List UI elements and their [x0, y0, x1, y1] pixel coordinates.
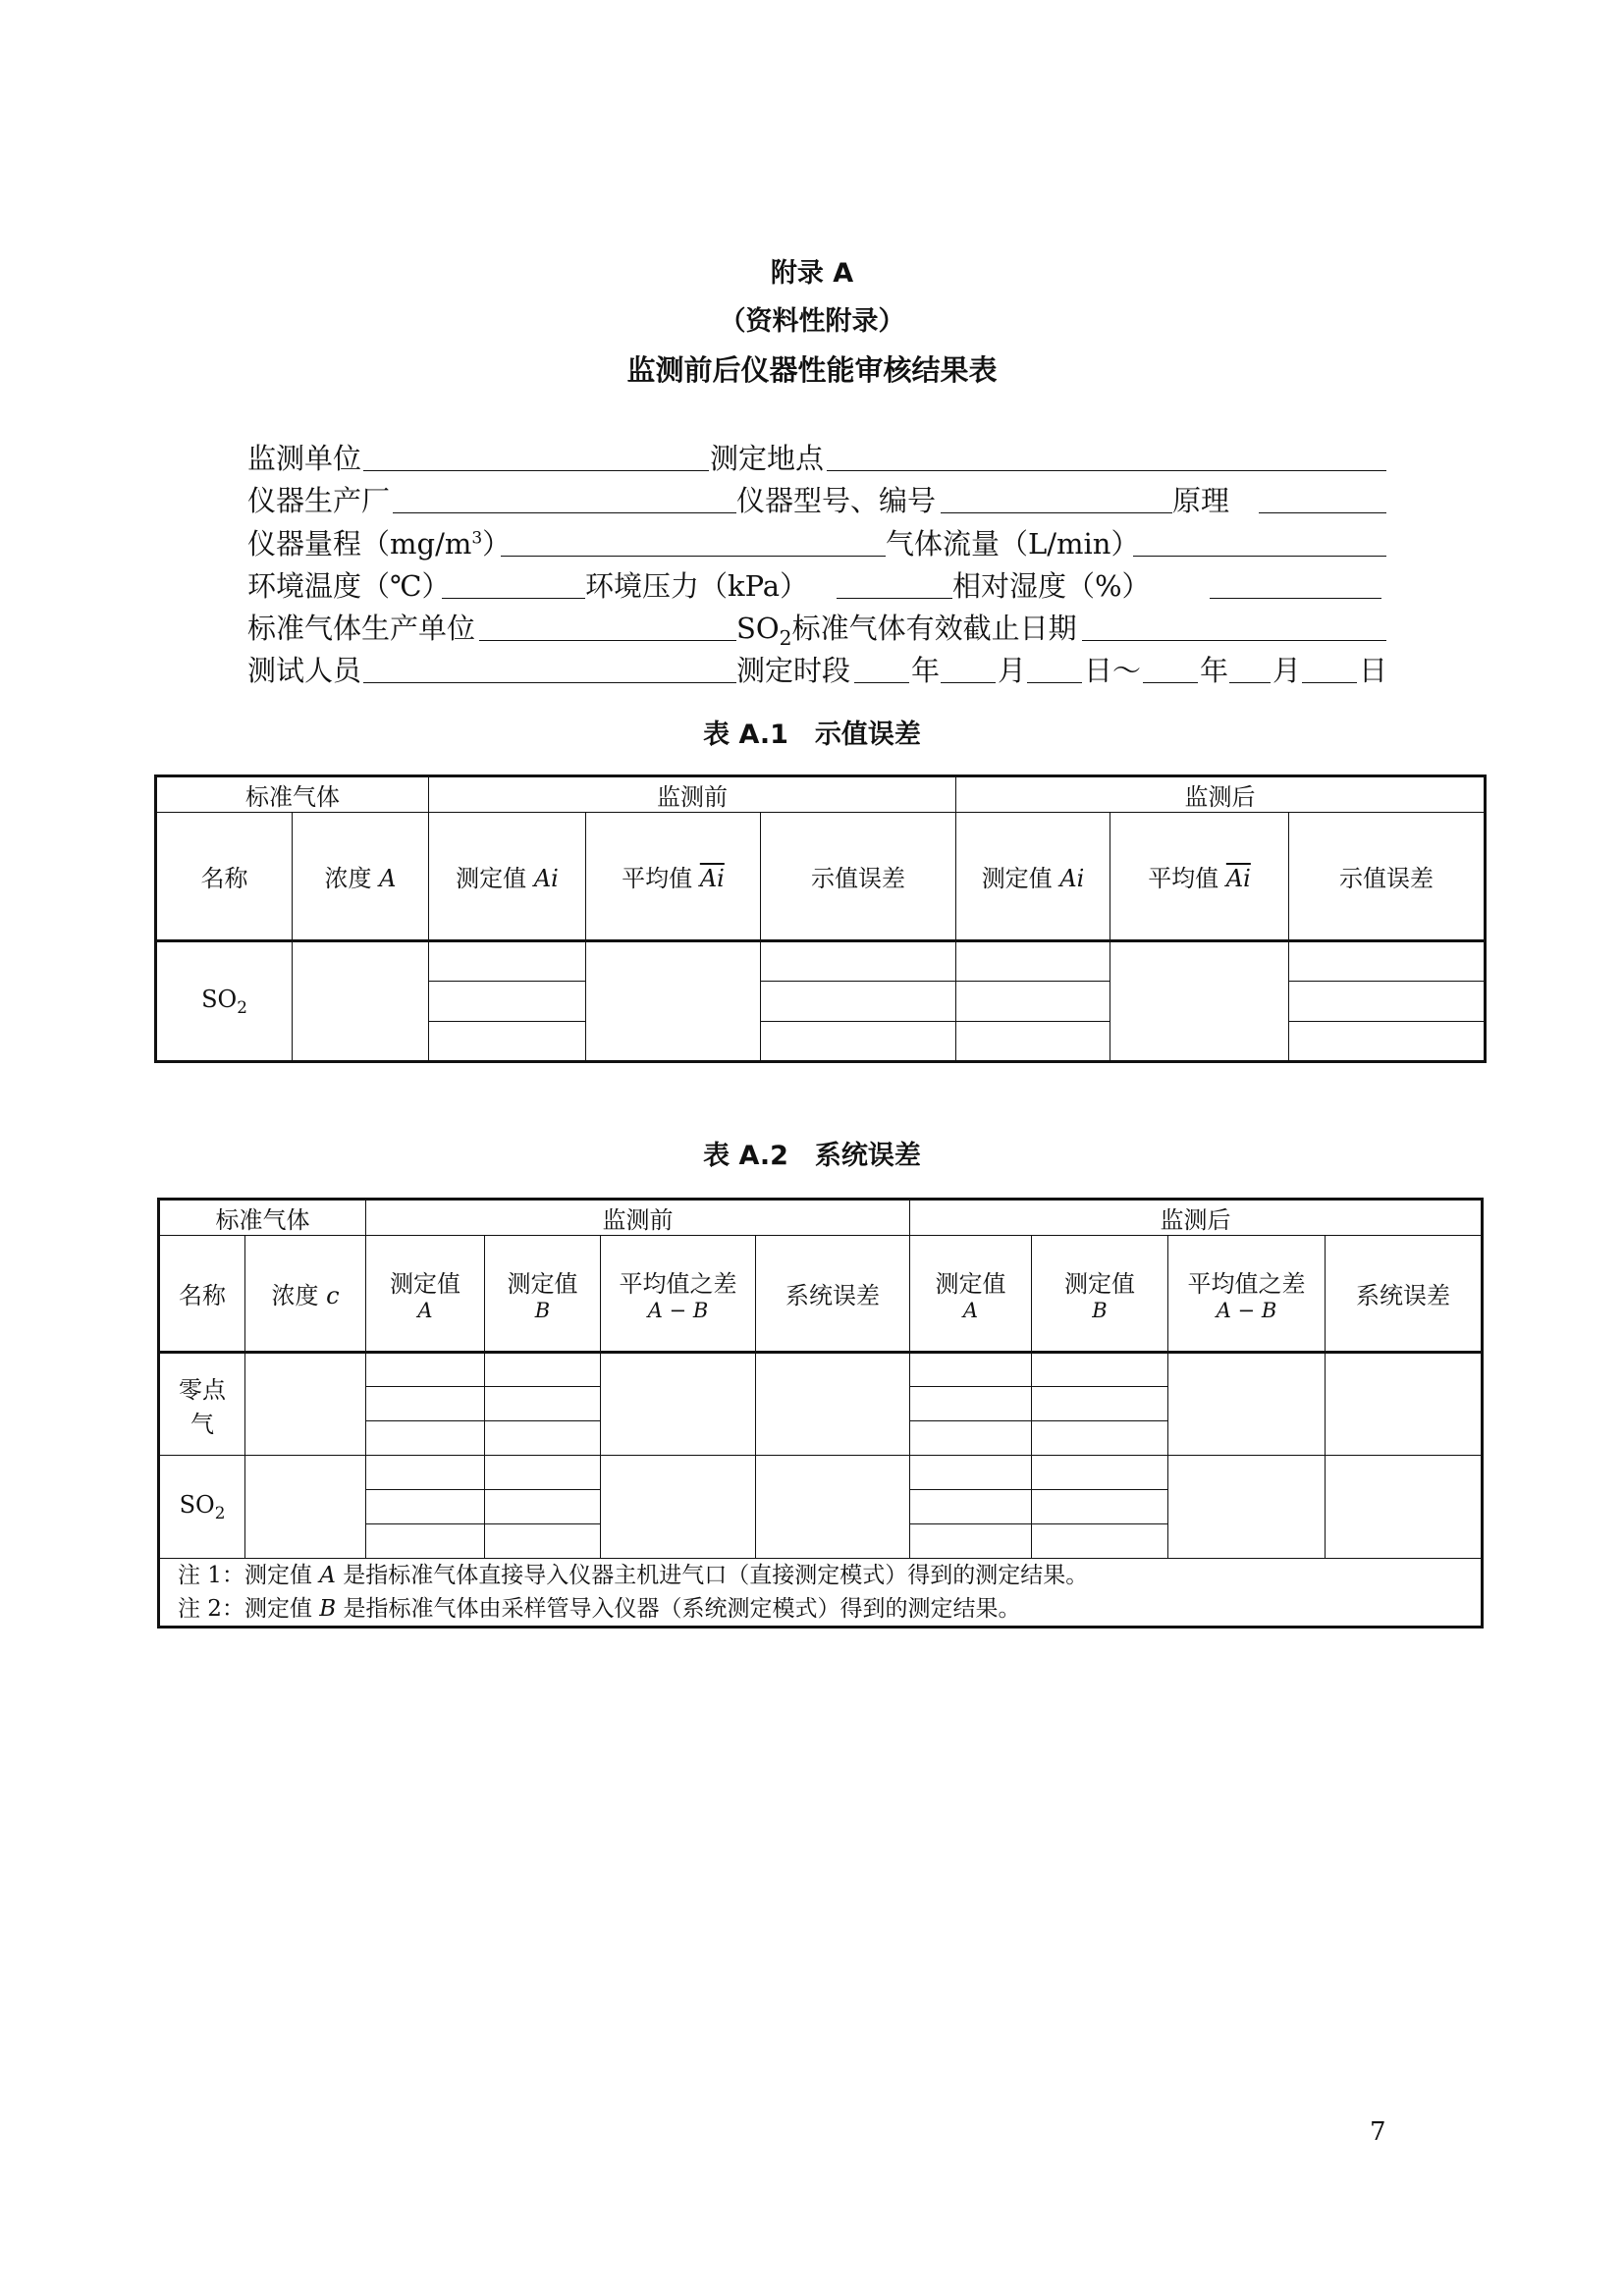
field-ambient-temp[interactable]	[442, 598, 585, 599]
cell-measured-before-1[interactable]	[429, 941, 586, 982]
note-2: 注 2：测定值 B 是指标准气体由采样管导入仪器（系统测定模式）得到的测定结果。	[178, 1596, 1021, 1622]
cell-zero-a-after-3[interactable]	[910, 1421, 1032, 1456]
cell-error-after-1[interactable]	[1289, 941, 1486, 982]
form-line-unit	[247, 437, 1386, 476]
label-so2-expiry: $SO_2$标准气体有效截止日期	[736, 612, 1077, 650]
col-error-after: 示值误差	[1289, 813, 1486, 941]
label-gas-flow: 气体流量（L/min）	[886, 527, 1140, 561]
cell-so2-a-after-2[interactable]	[910, 1490, 1032, 1524]
cell-zero-error-after[interactable]	[1326, 1353, 1483, 1456]
col-name: 名称	[156, 813, 293, 941]
label-year: 年	[911, 654, 941, 687]
cell-zero-diff-after[interactable]	[1168, 1353, 1326, 1456]
table-notes	[159, 1559, 1483, 1628]
cell-zero-b-before-2[interactable]	[485, 1387, 601, 1421]
col-error-before: 示值误差	[761, 813, 956, 941]
header-before: 监测前	[429, 776, 956, 813]
label-ambient-pressure: 环境压力（kPa）	[585, 569, 809, 603]
cell-so2-error-after[interactable]	[1326, 1456, 1483, 1559]
cell-so2-a-after-3[interactable]	[910, 1524, 1032, 1559]
cell-zero-b-before-1[interactable]	[485, 1353, 601, 1387]
page-number: 7	[1370, 2117, 1386, 2147]
form-line-manufacturer	[247, 479, 1386, 518]
field-ambient-pressure[interactable]	[837, 598, 952, 599]
cell-zero-a-before-2[interactable]	[366, 1387, 485, 1421]
col-concentration: 浓度 c	[245, 1236, 366, 1353]
label-period: 测定时段	[736, 654, 851, 687]
cell-so2-b-before-1[interactable]	[485, 1456, 601, 1490]
cell-error-before-2[interactable]	[761, 982, 956, 1022]
label-month: 月	[998, 654, 1027, 687]
table-a1	[154, 774, 1487, 1063]
label-tester: 测试人员	[247, 654, 362, 687]
label-day-end: 日	[1359, 654, 1388, 687]
row-so2-label: $SO_2$	[156, 941, 293, 1062]
cell-zero-a-before-1[interactable]	[366, 1353, 485, 1387]
field-gas-flow[interactable]	[1133, 556, 1386, 557]
cell-so2-b-after-3[interactable]	[1032, 1524, 1168, 1559]
label-day-to: 日～	[1084, 654, 1142, 687]
cell-so2-b-before-3[interactable]	[485, 1524, 601, 1559]
col-avg-diff-before: 平均值之差 A − B	[601, 1236, 756, 1353]
col-avg-diff-after: 平均值之差 A − B	[1168, 1236, 1326, 1353]
header-after: 监测后	[956, 776, 1486, 813]
field-measuring-location[interactable]	[827, 470, 1386, 471]
field-start-month[interactable]	[941, 682, 996, 683]
field-range[interactable]	[501, 556, 886, 557]
cell-so2-a-before-2[interactable]	[366, 1490, 485, 1524]
label-monitoring-unit: 监测单位	[247, 442, 362, 475]
cell-zero-a-before-3[interactable]	[366, 1421, 485, 1456]
header-after: 监测后	[910, 1200, 1483, 1236]
field-std-gas-producer[interactable]	[479, 640, 736, 641]
col-measured-a-before: 测定值 A	[366, 1236, 485, 1353]
field-end-day[interactable]	[1302, 682, 1357, 683]
cell-so2-diff-after[interactable]	[1168, 1456, 1326, 1559]
cell-error-after-2[interactable]	[1289, 982, 1486, 1022]
cell-zero-error-before[interactable]	[756, 1353, 910, 1456]
cell-zero-b-after-2[interactable]	[1032, 1387, 1168, 1421]
label-ambient-temp: 环境温度（℃）	[247, 569, 451, 603]
col-average-before: 平均值 $\overline{Ai}$	[586, 813, 761, 941]
cell-average-after[interactable]	[1110, 941, 1289, 1062]
label-measuring-location: 测定地点	[710, 442, 825, 475]
cell-measured-before-3[interactable]	[429, 1022, 586, 1062]
field-model-number[interactable]	[941, 512, 1172, 513]
cell-error-before-3[interactable]	[761, 1022, 956, 1062]
label-manufacturer: 仪器生产厂	[247, 484, 391, 517]
cell-zero-b-after-3[interactable]	[1032, 1421, 1168, 1456]
label-model-number: 仪器型号、编号	[736, 484, 937, 517]
cell-so2-a-before-1[interactable]	[366, 1456, 485, 1490]
cell-so2-conc[interactable]	[293, 941, 429, 1062]
form-line-std-gas	[247, 607, 1386, 650]
header-before: 监测前	[366, 1200, 910, 1236]
label-range: 仪器量程$(mg/m^3)$	[247, 527, 512, 561]
col-measured-a-after: 测定值 A	[910, 1236, 1032, 1353]
page-title: 监测前后仪器性能审核结果表	[626, 353, 998, 387]
header-std-gas: 标准气体	[156, 776, 429, 813]
cell-so2-a-after-1[interactable]	[910, 1456, 1032, 1490]
field-start-day[interactable]	[1027, 682, 1082, 683]
label-std-gas-producer: 标准气体生产单位	[247, 612, 476, 645]
col-average-after: 平均值 $\overline{Ai}$	[1110, 813, 1289, 941]
note-1: 注 1：测定值 A 是指标准气体直接导入仪器主机进气口（直接测定模式）得到的测定结果。	[178, 1563, 1089, 1588]
table-a2-caption: 表 A.2 系统误差	[703, 1141, 921, 1171]
cell-zero-b-before-3[interactable]	[485, 1421, 601, 1456]
cell-measured-after-1[interactable]	[956, 941, 1110, 982]
cell-error-after-3[interactable]	[1289, 1022, 1486, 1062]
field-principle[interactable]	[1259, 512, 1386, 513]
cell-so2-b-after-2[interactable]	[1032, 1490, 1168, 1524]
col-concentration: 浓度 A	[293, 813, 429, 941]
cell-zero-a-after-1[interactable]	[910, 1353, 1032, 1387]
row-so2-label: $SO_2$	[159, 1456, 245, 1559]
col-name: 名称	[159, 1236, 245, 1353]
form-line-range	[247, 522, 1386, 561]
row-zero-gas-label: 零点 气	[159, 1353, 245, 1456]
cell-so2-conc[interactable]	[245, 1456, 366, 1559]
col-measured-b-after: 测定值 B	[1032, 1236, 1168, 1353]
form-line-ambient	[247, 564, 1386, 604]
label-year-end: 年	[1200, 654, 1229, 687]
table-a2	[157, 1198, 1484, 1629]
cell-error-before-1[interactable]	[761, 941, 956, 982]
label-principle: 原理	[1172, 484, 1230, 517]
label-month-end: 月	[1272, 654, 1302, 687]
cell-so2-b-before-2[interactable]	[485, 1490, 601, 1524]
header-std-gas: 标准气体	[159, 1200, 366, 1236]
col-measured-before: 测定值 Ai	[429, 813, 586, 941]
col-sys-error-before: 系统误差	[756, 1236, 910, 1353]
col-measured-after: 测定值 Ai	[956, 813, 1110, 941]
field-end-month[interactable]	[1229, 682, 1271, 683]
col-measured-b-before: 测定值 B	[485, 1236, 601, 1353]
cell-zero-conc[interactable]	[245, 1353, 366, 1456]
field-tester[interactable]	[363, 682, 736, 683]
cell-so2-error-before[interactable]	[756, 1456, 910, 1559]
cell-so2-diff-before[interactable]	[601, 1456, 756, 1559]
field-so2-expiry[interactable]	[1082, 640, 1386, 641]
appendix-title: 附录 A	[770, 258, 854, 289]
col-sys-error-after: 系统误差	[1326, 1236, 1483, 1353]
cell-measured-after-3[interactable]	[956, 1022, 1110, 1062]
cell-measured-before-2[interactable]	[429, 982, 586, 1022]
label-relative-humidity: 相对湿度（%）	[952, 569, 1151, 603]
cell-zero-diff-before[interactable]	[601, 1353, 756, 1456]
cell-zero-a-after-2[interactable]	[910, 1387, 1032, 1421]
field-monitoring-unit[interactable]	[363, 470, 709, 471]
cell-zero-b-after-1[interactable]	[1032, 1353, 1168, 1387]
field-relative-humidity[interactable]	[1210, 598, 1381, 599]
appendix-subtitle: （资料性附录）	[719, 306, 905, 337]
cell-measured-after-2[interactable]	[956, 982, 1110, 1022]
table-a1-caption: 表 A.1 示值误差	[703, 720, 921, 750]
field-manufacturer[interactable]	[393, 512, 736, 513]
cell-so2-a-before-3[interactable]	[366, 1524, 485, 1559]
field-start-year[interactable]	[854, 682, 909, 683]
field-end-year[interactable]	[1143, 682, 1198, 683]
cell-average-before[interactable]	[586, 941, 761, 1062]
cell-so2-b-after-1[interactable]	[1032, 1456, 1168, 1490]
form-line-tester	[247, 649, 1386, 688]
